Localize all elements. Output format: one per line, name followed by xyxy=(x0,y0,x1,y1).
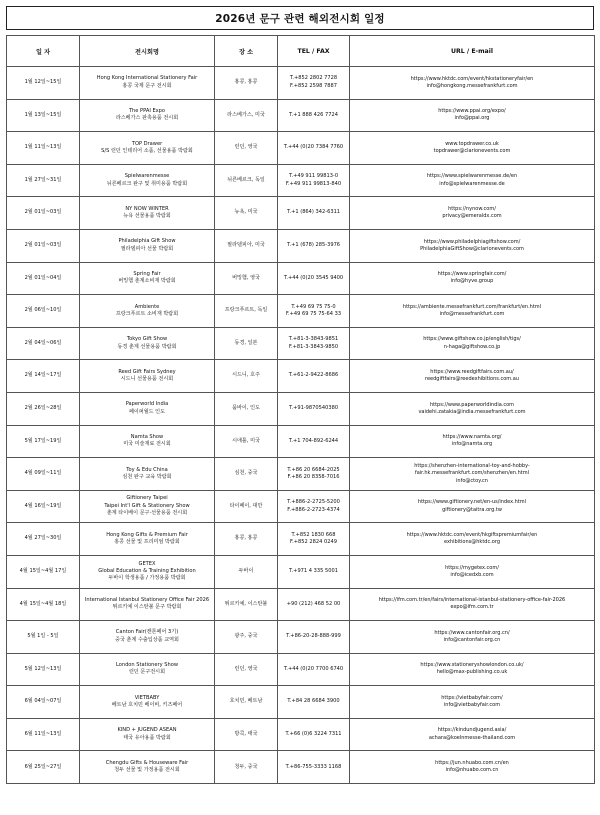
location-cell: 런던, 영국 xyxy=(215,132,278,165)
fair-name-line: S/S 런던 인테리어 소품, 선물용품 박람회 xyxy=(101,147,193,154)
url-or-email-link[interactable]: https://www.ppai.org/expo/ xyxy=(438,108,506,115)
fair-name-line: 미국 미술재료 전시회 xyxy=(123,441,171,448)
fair-name-cell xyxy=(80,360,215,393)
telfax-cell xyxy=(278,99,350,132)
table-row xyxy=(7,490,595,523)
contact-number: T.+852 2802 7728 xyxy=(289,75,338,82)
header-urlemail: URL / E-mail xyxy=(350,36,595,67)
table-row xyxy=(7,425,595,458)
fair-name-line: Ambiente xyxy=(134,303,160,310)
period-cell: 2월 06일~10일 xyxy=(7,295,80,328)
table-row xyxy=(7,229,595,262)
url-or-email-link[interactable]: info@ctoy.cn xyxy=(456,477,488,484)
fair-name-line: Spielwarenmesse xyxy=(124,173,170,180)
period-cell: 6월 04일~07일 xyxy=(7,686,80,719)
fair-name-line: Canton Fair(캔톤페어 3기) xyxy=(115,629,179,636)
url-or-email-link[interactable]: giftionery@taitra.org.tw xyxy=(442,506,502,513)
url-email-cell xyxy=(350,718,595,751)
period-cell: 5월 1일 - 5일 xyxy=(7,621,80,654)
fair-name-line: Global Education & Training Exhibition xyxy=(98,568,196,574)
fair-name-line: Philadelphia Gift Show xyxy=(118,238,176,245)
url-or-email-link[interactable]: info@icedxb.com xyxy=(450,571,494,578)
contact-number: F.+49 69 75 75-64 33 xyxy=(285,310,342,317)
fair-name-cell xyxy=(80,229,215,262)
fair-name-line: TOP Drawer xyxy=(131,140,163,147)
period-cell: 5월 12일~13일 xyxy=(7,653,80,686)
url-or-email-link[interactable]: info@hongkong.messefrankfurt.com xyxy=(426,82,518,89)
url-or-email-link[interactable]: https://jun.nhuabo.com.cn/en xyxy=(435,760,509,767)
telfax-cell xyxy=(278,67,350,100)
location-cell: 호치민, 베트남 xyxy=(215,686,278,719)
fair-name-line: 페이퍼월드 인도 xyxy=(128,408,166,415)
url-or-email-link[interactable]: fair.hk.messefrankfurt.com/shenzhen/en.html xyxy=(414,470,530,477)
contact-number: T.+1 (864) 342-6311 xyxy=(286,209,341,216)
period-cell: 1월 11일~13일 xyxy=(7,132,80,165)
fair-name-cell xyxy=(80,490,215,523)
telfax-cell xyxy=(278,588,350,621)
fair-name-line: London Stationery Show xyxy=(115,662,178,669)
url-email-cell xyxy=(350,588,595,621)
period-cell: 4월 15일~4월 18일 xyxy=(7,588,80,621)
url-email-cell xyxy=(350,67,595,100)
url-or-email-link[interactable]: info@hyve.group xyxy=(450,278,494,285)
fair-name-line: NY NOW WINTER xyxy=(125,205,169,212)
contact-number: T.+84 28 6684 3900 xyxy=(287,698,340,705)
table-row xyxy=(7,164,595,197)
fair-name-line: Giftionery Taipei xyxy=(126,495,168,502)
contact-number: T.+66 (0)6 3224 7311 xyxy=(285,730,342,737)
period-cell: 2월 01일~04일 xyxy=(7,262,80,295)
contact-number: T.+852 1830 668 xyxy=(291,531,336,538)
fair-name-line: 홍콩 국제 문구 전시회 xyxy=(122,82,172,89)
location-cell: 시드니, 호주 xyxy=(215,360,278,393)
fair-name-line: Toy & Edu China xyxy=(126,466,168,473)
table-row xyxy=(7,392,595,425)
contact-number: T.+44 (0)20 7384 7760 xyxy=(283,144,344,151)
fair-name-cell xyxy=(80,653,215,686)
location-cell: 청두, 중국 xyxy=(215,751,278,784)
table-row xyxy=(7,653,595,686)
fair-name-line: 라스베가스 판촉용품 전시회 xyxy=(115,115,179,122)
url-or-email-link[interactable]: hello@max-publishing.co.uk xyxy=(436,669,508,676)
table-row xyxy=(7,99,595,132)
exhibition-schedule-table xyxy=(6,35,595,784)
url-or-email-link[interactable]: exhibitions@hktdc.org xyxy=(444,539,500,546)
header-location: 장 소 xyxy=(215,36,278,67)
fair-name-line: The PPAI Expo xyxy=(128,107,166,114)
url-or-email-link[interactable]: https://nynow.com/ xyxy=(448,205,496,212)
url-email-cell xyxy=(350,686,595,719)
table-row xyxy=(7,360,595,393)
url-or-email-link[interactable]: info@messefrankfurt.com xyxy=(439,310,505,317)
fair-name-cell xyxy=(80,164,215,197)
contact-number: T.+61-2-9422-8686 xyxy=(288,372,339,379)
contact-number: T.+49 69 75 75-0 xyxy=(291,303,336,310)
contact-number: T.+44 (0)20 7700 6740 xyxy=(283,665,344,672)
url-email-cell xyxy=(350,132,595,165)
location-cell: 광주, 중국 xyxy=(215,621,278,654)
url-or-email-link[interactable]: achara@koelnmesse-thailand.com xyxy=(428,734,516,741)
url-email-cell xyxy=(350,751,595,784)
url-or-email-link[interactable]: info@ppai.org xyxy=(454,115,490,122)
telfax-cell xyxy=(278,555,350,588)
fair-name-line: Chengdu Gifts & Houseware Fair xyxy=(105,759,189,766)
table-row xyxy=(7,197,595,230)
url-or-email-link[interactable]: expo@ifm.com.tr xyxy=(450,604,494,611)
fair-name-cell xyxy=(80,99,215,132)
document-title xyxy=(6,6,594,30)
url-or-email-link[interactable]: https://www.reedgiftfairs.com.au/ xyxy=(430,368,514,375)
period-cell: 2월 01일~03일 xyxy=(7,197,80,230)
location-cell: 뭄바이, 인도 xyxy=(215,392,278,425)
telfax-cell xyxy=(278,458,350,491)
contact-number: T.+1 704-892-6244 xyxy=(288,437,339,444)
url-email-cell xyxy=(350,164,595,197)
fair-name-cell xyxy=(80,751,215,784)
period-cell: 2월 01일~03일 xyxy=(7,229,80,262)
fair-name-line: 버밍햄 춘계소비재 박람회 xyxy=(118,278,176,285)
fair-name-line: Reed Gift Fairs Sydney xyxy=(118,368,176,375)
url-email-cell xyxy=(350,295,595,328)
url-or-email-link[interactable]: www.topdrawer.co.uk xyxy=(445,140,499,147)
contact-number: T.+81-3-3843-9851 xyxy=(288,336,339,343)
fair-name-line: Taipei Int'l Gift & Stationery Show xyxy=(104,502,190,509)
fair-name-line: 청두 선물 및 가정용품 전시회 xyxy=(114,767,180,774)
fair-name-line: 뉴욕 선물용품 박람회 xyxy=(123,213,171,220)
contact-number: F.+886-2-2723-4374 xyxy=(287,506,340,513)
url-or-email-link[interactable]: https://vietbabyfair.com/ xyxy=(441,694,503,701)
contact-number: T.+1 888 426 7724 xyxy=(289,111,338,118)
location-cell: 라스베가스, 미국 xyxy=(215,99,278,132)
fair-name-line: 중국 춘계 수출입상품 교역회 xyxy=(115,636,179,643)
period-cell: 5월 17일~19일 xyxy=(7,425,80,458)
url-or-email-link[interactable]: https://www.giftionery.net/en-us/index.html xyxy=(417,499,527,506)
fair-name-line: Hong Kong International Stationery Fair xyxy=(96,75,198,82)
table-row xyxy=(7,132,595,165)
telfax-cell xyxy=(278,262,350,295)
telfax-cell xyxy=(278,229,350,262)
url-email-cell xyxy=(350,621,595,654)
fair-name-line: International Istanbul Stationery Office Fair 2026 xyxy=(84,596,210,603)
telfax-cell xyxy=(278,295,350,328)
url-email-cell xyxy=(350,360,595,393)
fair-name-line: 필라델피아 선물 박람회 xyxy=(120,245,174,252)
fair-name-line: 베트남 호치민 베이비, 키즈페어 xyxy=(111,702,183,709)
location-cell: 두바이 xyxy=(215,555,278,588)
telfax-cell xyxy=(278,490,350,523)
fair-name-line: 시드니 선물용품 전시회 xyxy=(120,376,174,383)
url-email-cell xyxy=(350,555,595,588)
fair-name-line: Hong Kong Gifts & Premium Fair xyxy=(106,531,188,538)
contact-number: T.+44 (0)20 3545 9400 xyxy=(283,274,344,281)
url-email-cell xyxy=(350,392,595,425)
fair-name-cell xyxy=(80,621,215,654)
url-email-cell xyxy=(350,229,595,262)
url-or-email-link[interactable]: PhiladelphiaGiftShow@clarionevents.com xyxy=(420,245,524,252)
url-or-email-link[interactable]: https://www.giftshow.co.jp/english/tigs/ xyxy=(423,336,521,343)
fair-name-line: 태국 유아용품 박람회 xyxy=(123,734,171,741)
location-cell: 동경, 일본 xyxy=(215,327,278,360)
table-row xyxy=(7,686,595,719)
fair-name-cell xyxy=(80,197,215,230)
fair-name-line: Spring Fair xyxy=(133,270,161,277)
telfax-cell xyxy=(278,360,350,393)
header-fair: 전시회명 xyxy=(80,36,215,67)
fair-name-line: Namta Show xyxy=(130,433,164,440)
fair-name-cell xyxy=(80,392,215,425)
table-body xyxy=(7,67,595,784)
contact-number: T.+1 (678) 285-3976 xyxy=(286,242,341,249)
telfax-cell xyxy=(278,653,350,686)
period-cell: 4월 16일~19일 xyxy=(7,490,80,523)
table-row xyxy=(7,262,595,295)
fair-name-line: 두바이 학생용품 / 가정용품 박람회 xyxy=(108,575,186,582)
telfax-cell xyxy=(278,718,350,751)
url-or-email-link[interactable]: info@nhuabo.com.cn xyxy=(445,767,499,774)
url-or-email-link[interactable]: n-haga@giftshow.co.jp xyxy=(443,343,501,350)
url-or-email-link[interactable]: https://www.stationeryshowlondon.co.uk/ xyxy=(420,662,524,669)
contact-number: F.+852 2824 0249 xyxy=(290,539,337,546)
fair-name-cell xyxy=(80,425,215,458)
fair-name-line: Paperworld India xyxy=(125,401,169,408)
url-or-email-link[interactable]: topdrawer@clarionevents.com xyxy=(433,147,511,154)
table-row xyxy=(7,523,595,556)
url-or-email-link[interactable]: https://www.paperworldindia.com xyxy=(429,401,515,408)
url-email-cell xyxy=(350,197,595,230)
location-cell: 방콕, 태국 xyxy=(215,718,278,751)
url-or-email-link[interactable]: https://www.springfair.com/ xyxy=(437,271,507,278)
url-or-email-link[interactable]: https://www.hktdc.com/event/hkstationeryfair/en xyxy=(410,75,534,82)
contact-number: T.+86 20 6684-2025 xyxy=(287,466,340,473)
table-row xyxy=(7,67,595,100)
telfax-cell xyxy=(278,686,350,719)
telfax-cell xyxy=(278,425,350,458)
contact-number: T.+86-755-3333 1168 xyxy=(285,763,342,770)
url-or-email-link[interactable]: https://www.cantonfair.org.cn/ xyxy=(434,629,510,636)
fair-name-cell xyxy=(80,555,215,588)
contact-number: F.+852 2598 7887 xyxy=(290,82,337,89)
period-cell: 2월 26일~28일 xyxy=(7,392,80,425)
url-or-email-link[interactable]: https://www.hktdc.com/event/hkgiftspremiumfair/en xyxy=(406,531,538,538)
fair-name-cell xyxy=(80,686,215,719)
telfax-cell xyxy=(278,751,350,784)
fair-name-line: 튀르키예 이스탄불 문구 박람회 xyxy=(112,604,182,611)
period-cell: 6월 11일~13일 xyxy=(7,718,80,751)
fair-name-line: 런던 문구전시회 xyxy=(128,669,166,676)
contact-number: F.+86 20 8358-7016 xyxy=(287,473,340,480)
period-cell: 1월 13일~15일 xyxy=(7,99,80,132)
telfax-cell xyxy=(278,621,350,654)
location-cell: 시애틀, 미국 xyxy=(215,425,278,458)
period-cell: 1월 27일~31일 xyxy=(7,164,80,197)
url-or-email-link[interactable]: https://www.spielwarenmesse.de/en xyxy=(426,173,518,180)
fair-name-cell xyxy=(80,67,215,100)
telfax-cell xyxy=(278,132,350,165)
period-cell: 2월 04일~06일 xyxy=(7,327,80,360)
table-row xyxy=(7,458,595,491)
url-email-cell xyxy=(350,425,595,458)
period-cell: 4월 27일~30일 xyxy=(7,523,80,556)
header-telfax: TEL / FAX xyxy=(278,36,350,67)
telfax-cell xyxy=(278,327,350,360)
url-or-email-link[interactable]: info@cantonfair.org.cn xyxy=(443,636,501,643)
url-or-email-link[interactable]: https://www.philadelphiagiftshow.com/ xyxy=(423,238,521,245)
url-or-email-link[interactable]: https://shenzhen-international-toy-and-hobby- xyxy=(414,463,530,470)
location-cell: 타이페이, 대만 xyxy=(215,490,278,523)
fair-name-cell xyxy=(80,458,215,491)
location-cell: 튀르키예, 이스탄불 xyxy=(215,588,278,621)
fair-name-cell xyxy=(80,718,215,751)
table-row xyxy=(7,718,595,751)
fair-name-line: 심천 완구 교육 박람회 xyxy=(122,473,172,480)
url-email-cell xyxy=(350,490,595,523)
location-cell: 홍콩, 홍콩 xyxy=(215,523,278,556)
url-or-email-link[interactable]: https://mygetex.com/ xyxy=(445,564,499,571)
location-cell: 런던, 영국 xyxy=(215,653,278,686)
period-cell: 2월 14일~17일 xyxy=(7,360,80,393)
table-row xyxy=(7,327,595,360)
url-or-email-link[interactable]: info@namta.org xyxy=(451,441,493,448)
fair-name-line: 뉘른베르크 완구 및 취미용품 박람회 xyxy=(106,180,188,187)
fair-name-cell xyxy=(80,327,215,360)
table-row xyxy=(7,588,595,621)
url-or-email-link[interactable]: https://kindundjugend.asia/ xyxy=(437,727,507,734)
contact-number: +90 (212) 468 52 00 xyxy=(286,600,341,607)
fair-name-cell xyxy=(80,523,215,556)
telfax-cell xyxy=(278,523,350,556)
url-or-email-link[interactable]: vaidehi.zatakia@india.messefrankfurt.com xyxy=(418,408,526,415)
url-email-cell xyxy=(350,653,595,686)
table-row xyxy=(7,751,595,784)
header-row xyxy=(7,36,595,67)
fair-name-cell xyxy=(80,295,215,328)
title-text: 2026년 문구 관련 해외전시회 일정 xyxy=(215,12,385,25)
url-or-email-link[interactable]: https://ambiente.messefrankfurt.com/frankfurt/en.html xyxy=(402,303,542,310)
table-row xyxy=(7,621,595,654)
url-email-cell xyxy=(350,262,595,295)
url-or-email-link[interactable]: info@vietbabyfair.com xyxy=(443,702,501,709)
fair-name-line: 프랑크푸르트 소비재 박람회 xyxy=(115,310,179,317)
url-or-email-link[interactable]: privacy@emeraldx.com xyxy=(442,213,502,220)
fair-name-cell xyxy=(80,262,215,295)
fair-name-line: Tokyo Gift Show xyxy=(126,336,168,343)
url-email-cell xyxy=(350,523,595,556)
location-cell: 심천, 중국 xyxy=(215,458,278,491)
url-email-cell xyxy=(350,458,595,491)
fair-name-line: GETEX xyxy=(138,560,156,567)
contact-number: T.+49 911 99813-0 xyxy=(288,173,339,180)
contact-number: T.+91-9870540380 xyxy=(288,405,339,412)
location-cell: 필라델피아, 미국 xyxy=(215,229,278,262)
url-or-email-link[interactable]: https://www.namta.org/ xyxy=(442,434,502,441)
url-email-cell xyxy=(350,99,595,132)
url-or-email-link[interactable]: info@spielwarenmesse.de xyxy=(439,180,505,187)
telfax-cell xyxy=(278,164,350,197)
contact-number: T.+971 4 335 5001 xyxy=(289,568,338,574)
fair-name-cell xyxy=(80,132,215,165)
fair-name-line: 동경 춘계 선물용품 박람회 xyxy=(117,343,177,350)
period-cell: 4월 15일~4월 17일 xyxy=(7,555,80,588)
fair-name-cell xyxy=(80,588,215,621)
url-or-email-link[interactable]: reedgiftfairs@reedexhibitions.com.au xyxy=(425,376,519,383)
url-or-email-link[interactable]: https://ifm.com.tr/en/fairs/international-istanbul-stationery-office-fair-2026 xyxy=(378,597,566,604)
fair-name-line: VIETBABY xyxy=(134,694,160,701)
contact-number: T.+886-2-2725-5200 xyxy=(287,499,340,506)
location-cell: 뉴욕, 미국 xyxy=(215,197,278,230)
location-cell: 버밍햄, 영국 xyxy=(215,262,278,295)
url-email-cell xyxy=(350,327,595,360)
contact-number: F.+81-3-3843-9850 xyxy=(288,343,339,350)
contact-number: T.+86-20-28-888-999 xyxy=(286,633,341,640)
location-cell: 프랑크푸르트, 독일 xyxy=(215,295,278,328)
fair-name-line: 춘계 타이베이 문구·선물용품 전시회 xyxy=(106,510,188,517)
telfax-cell xyxy=(278,197,350,230)
table-row xyxy=(7,555,595,588)
table-row xyxy=(7,295,595,328)
period-cell: 4월 09일~11일 xyxy=(7,458,80,491)
header-period: 일 자 xyxy=(7,36,80,67)
fair-name-line: KIND + JUGEND ASEAN xyxy=(117,727,177,734)
period-cell: 6월 25일~27일 xyxy=(7,751,80,784)
period-cell: 1월 12일~15일 xyxy=(7,67,80,100)
telfax-cell xyxy=(278,392,350,425)
location-cell: 뉘른베르크, 독일 xyxy=(215,164,278,197)
fair-name-line: 홍콩 선물 및 프리미엄 박람회 xyxy=(114,539,180,546)
location-cell: 홍콩, 홍콩 xyxy=(215,67,278,100)
contact-number: F.+49 911 99813-840 xyxy=(285,180,342,187)
